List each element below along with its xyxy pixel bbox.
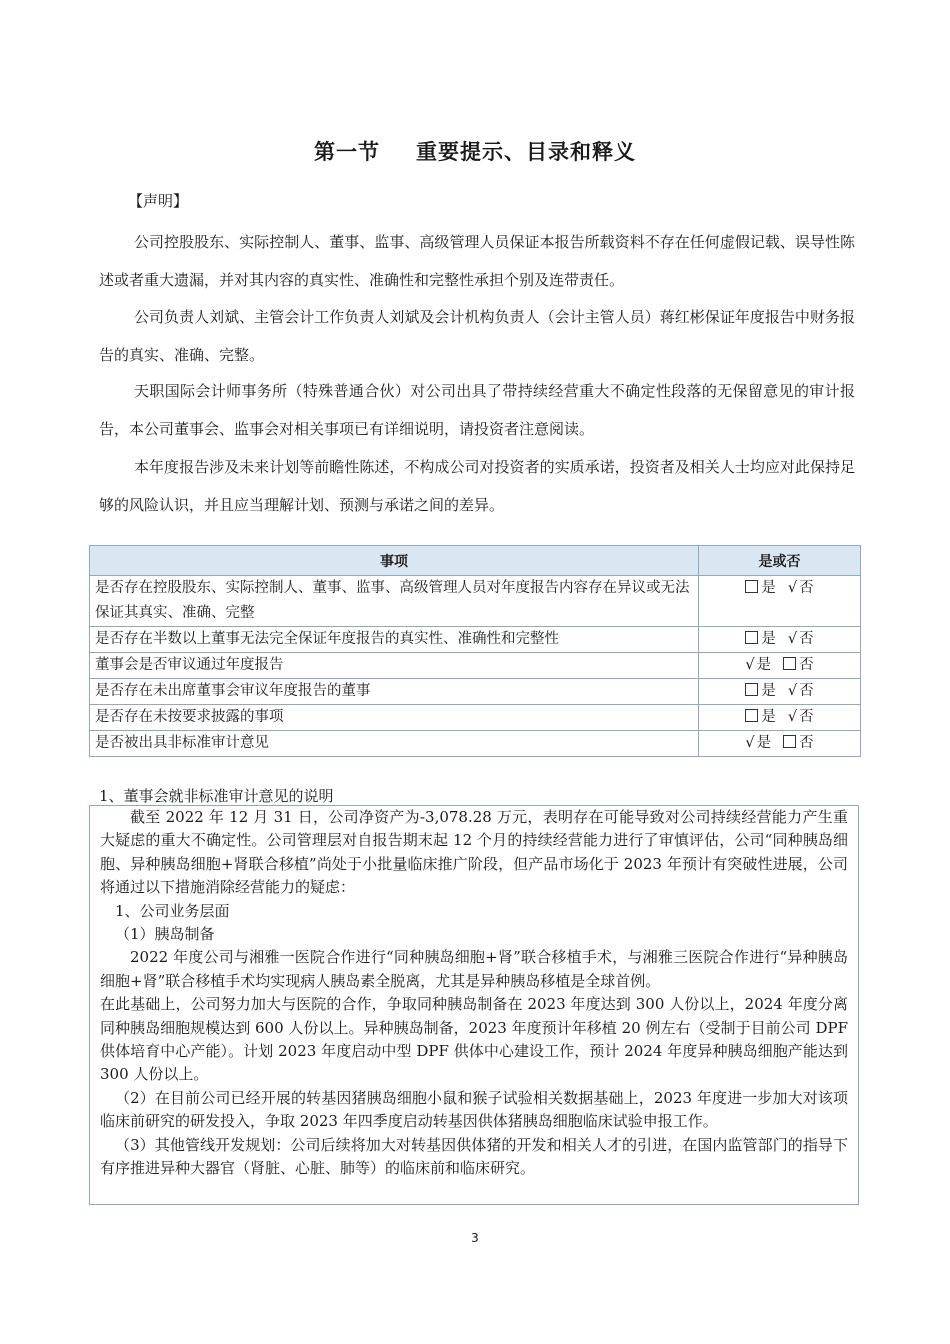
table-row — [90, 627, 861, 653]
option-no: √ 否 — [787, 683, 814, 699]
option-yes: 是 — [745, 683, 776, 699]
declaration-paragraph: 公司负责人刘斌、主管会计工作负责人刘斌及会计机构负责人（会计主管人员）蒋红彬保证年度报告中财务报告的真实、准确、完整。 — [99, 308, 855, 364]
option-no: 否 — [783, 657, 814, 673]
declaration-paragraph: 本年度报告涉及未来计划等前瞻性陈述，不构成公司对投资者的实质承诺，投资者及相关人士均应对此保持足够的风险认识，并且应当理解计划、预测与承诺之间的差异。 — [99, 458, 855, 514]
checkbox-icon — [745, 709, 758, 722]
checkbox-icon — [745, 631, 758, 644]
declaration-heading: 【声明】 — [128, 192, 189, 210]
declaration-paragraph: 天职国际会计师事务所（特殊普通合伙）对公司出具了带持续经营重大不确定性段落的无保留意见的审计报告，本公司董事会、监事会对相关事项已有详细说明，请投资者注意阅读。 — [99, 382, 855, 438]
checkmark-icon: √ — [745, 735, 755, 751]
row-answer — [699, 705, 861, 731]
option-yes: √ 是 — [745, 657, 772, 673]
row-answer — [699, 627, 861, 653]
header-yes-no: 是或否 — [699, 546, 861, 576]
checkmark-icon: √ — [787, 580, 798, 596]
row-question: 是否存在半数以上董事无法完全保证年度报告的真实性、准确性和完整性 — [90, 627, 699, 653]
row-question: 是否存在控股股东、实际控制人、董事、监事、高级管理人员对年度报告内容存在异议或无法保证其真实、准确、完整 — [90, 576, 699, 627]
section-heading: 重要提示、目录和释义 — [416, 140, 636, 164]
option-yes: 是 — [745, 580, 776, 596]
matters-table — [89, 545, 861, 757]
section-number: 第一节 — [314, 140, 380, 164]
row-answer — [699, 731, 861, 757]
option-yes: 是 — [745, 631, 776, 647]
checkbox-icon — [745, 580, 758, 593]
explanation-paragraph: 1、公司业务层面 — [115, 901, 230, 920]
explanation-paragraph: 截至 2022 年 12 月 31 日，公司净资产为-3,078.28 万元，表明存在可能导致对公司持续经营能力产生重大疑虑的重大不确定性。公司管理层对自报告期末起 12 个月的持续经营能力进行了审慎评估，公司“同种胰岛细胞、异种胰岛细胞+肾联合移植”尚处于小批量临床推广阶段，但产品市场化于 2023 年预计有突破性进展，公司将通过以下措施消除经营能力的疑虑： — [100, 808, 848, 897]
option-no: √ 否 — [787, 631, 814, 647]
table-row — [90, 679, 861, 705]
explanation-paragraph: 在此基础上，公司努力加大与医院的合作，争取同种胰岛制备在 2023 年度达到 300 人份以上，2024 年度分离同种胰岛细胞规模达到 600 人份以上。异种胰岛制备，2023 年度预计年移植 20 例左右（受制于目前公司 DPF 供体培育中心产能）。计划 2023 年度启动中型 DPF 供体中心建设工作，预计 2024 年度异种胰岛细胞产能达到 300 人份以上。 — [100, 995, 848, 1084]
row-question: 是否存在未按要求披露的事项 — [90, 705, 699, 731]
table-row — [90, 576, 861, 627]
row-answer — [699, 679, 861, 705]
checkbox-icon — [783, 735, 796, 748]
explanation-paragraph: （1）胰岛制备 — [115, 925, 215, 944]
checkbox-icon — [783, 657, 796, 670]
explanation-paragraph: （3）其他管线开发规划：公司后续将加大对转基因供体猪的开发和相关人才的引进，在国内监管部门的指导下有序推进异种大器官（肾脏、心脏、肺等）的临床前和临床研究。 — [100, 1135, 848, 1178]
table-row — [90, 653, 861, 679]
checkmark-icon: √ — [787, 631, 798, 647]
option-yes: √ 是 — [745, 735, 772, 751]
row-question: 董事会是否审议通过年度报告 — [90, 653, 699, 679]
option-no: √ 否 — [787, 709, 814, 725]
explanation-box — [89, 805, 859, 1205]
row-question: 是否存在未出席董事会审议年度报告的董事 — [90, 679, 699, 705]
row-answer — [699, 653, 861, 679]
checkmark-icon: √ — [787, 683, 798, 699]
checkbox-icon — [745, 683, 758, 696]
table-header-row — [90, 546, 861, 576]
page-number: 3 — [471, 1231, 479, 1245]
explanation-title: 1、董事会就非标准审计意见的说明 — [99, 787, 334, 805]
table-body — [90, 576, 861, 757]
row-answer — [699, 576, 861, 627]
table-row — [90, 731, 861, 757]
declaration-paragraph: 公司控股股东、实际控制人、董事、监事、高级管理人员保证本报告所载资料不存在任何虚假记载、误导性陈述或者重大遗漏，并对其内容的真实性、准确性和完整性承担个别及连带责任。 — [99, 233, 855, 289]
explanation-paragraph: （2）在目前公司已经开展的转基因猪胰岛细胞小鼠和猴子试验相关数据基础上，2023 年度进一步加大对该项临床前研究的研发投入，争取 2023 年四季度启动转基因供体猪胰岛细胞临床试验申报工作。 — [100, 1088, 848, 1131]
option-yes: 是 — [745, 709, 776, 725]
option-no: √ 否 — [787, 580, 814, 596]
row-question: 是否被出具非标准审计意见 — [90, 731, 699, 757]
table-row — [90, 705, 861, 731]
checkmark-icon: √ — [787, 709, 798, 725]
section-title — [0, 136, 950, 166]
explanation-paragraph: 2022 年度公司与湘雅一医院合作进行“同种胰岛细胞+肾”联合移植手术，与湘雅三医院合作进行“异种胰岛细胞+肾”联合移植手术均实现病人胰岛素全脱离，尤其是异种胰岛移植是全球首例。 — [100, 948, 848, 990]
checkmark-icon: √ — [745, 657, 755, 673]
header-matter: 事项 — [90, 546, 699, 576]
option-no: 否 — [783, 735, 814, 751]
